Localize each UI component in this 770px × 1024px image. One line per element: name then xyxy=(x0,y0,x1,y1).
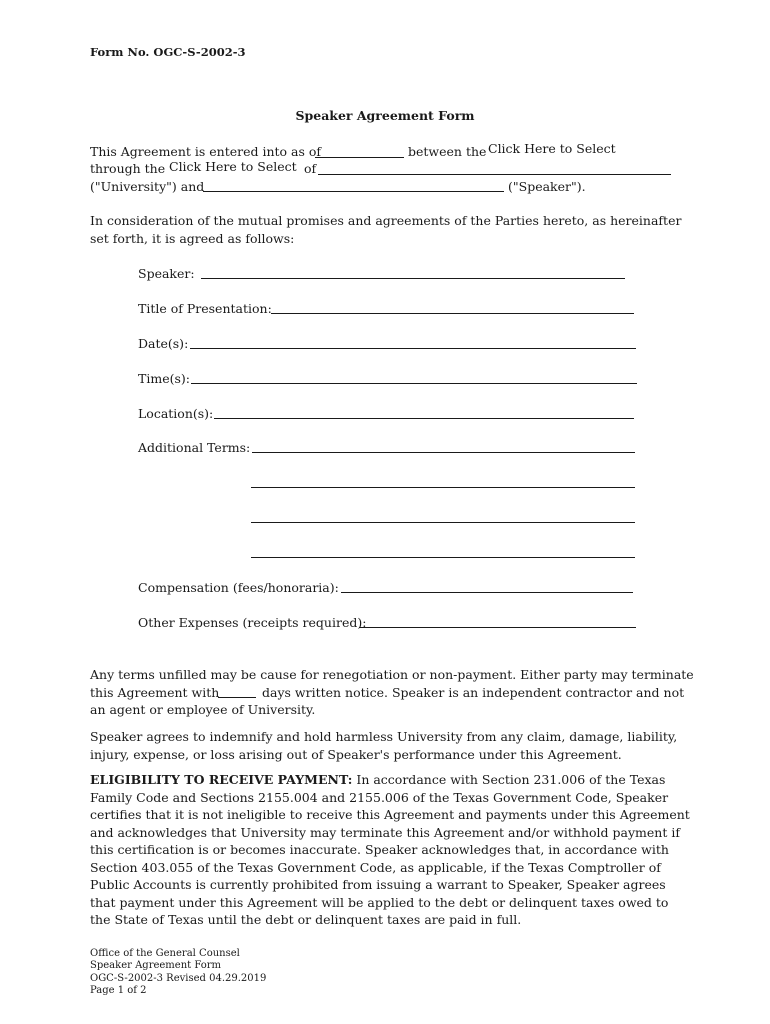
eligibility-line-5: this certification is or becomes inaccurate. Speaker acknowledges that, in accordance with xyxy=(90,842,669,857)
intro-text-1: This Agreement is entered into as of xyxy=(90,144,322,159)
eligibility-line-1 xyxy=(90,772,665,787)
title-of-presentation-field[interactable] xyxy=(271,313,634,314)
indemnify-line-2: injury, expense, or loss arising out of Speaker's performance under this Agreement. xyxy=(90,747,622,762)
eligibility-text-1: In accordance with Section 231.006 of the Texas xyxy=(352,772,666,787)
terms-line-2a: this Agreement with xyxy=(90,685,220,700)
speaker-name-field[interactable] xyxy=(203,191,504,192)
additional-terms-field-1[interactable] xyxy=(252,452,635,453)
terms-line-2b: days written notice. Speaker is an independent contractor and not xyxy=(262,685,685,700)
speaker-label: Speaker: xyxy=(138,266,195,281)
consideration-line-2: set forth, it is agreed as follows: xyxy=(90,231,295,246)
footer-office: Office of the General Counsel xyxy=(90,948,240,959)
dates-label: Date(s): xyxy=(138,336,189,351)
terms-line-1: Any terms unfilled may be cause for renegotiation or non-payment. Either party may terminate xyxy=(90,667,694,682)
additional-terms-field-2[interactable] xyxy=(251,487,635,488)
footer-form-name: Speaker Agreement Form xyxy=(90,960,222,972)
times-field[interactable] xyxy=(191,383,637,384)
intro-text-4: of xyxy=(304,161,317,176)
title-of-presentation-label: Title of Presentation: xyxy=(138,301,272,316)
eligibility-line-2: Family Code and Sections 2155.004 and 2155.006 of the Texas Government Code, Speaker xyxy=(90,790,669,805)
notice-days-field[interactable] xyxy=(218,697,256,698)
eligibility-line-8: that payment under this Agreement will be applied to the debt or delinquent taxes owed to xyxy=(90,895,669,910)
additional-terms-label: Additional Terms: xyxy=(138,440,251,455)
consideration-line-1: In consideration of the mutual promises and agreements of the Parties hereto, as hereinafter xyxy=(90,213,682,228)
eligibility-line-4: and acknowledges that University may terminate this Agreement and/or withhold payment if xyxy=(90,825,680,840)
terms-line-3: an agent or employee of University. xyxy=(90,702,316,717)
footer-revision: OGC-S-2002-3 Revised 04.29.2019 xyxy=(90,972,267,984)
eligibility-heading: ELIGIBILITY TO RECEIVE PAYMENT: xyxy=(90,772,353,787)
other-expenses-label: Other Expenses (receipts required): xyxy=(138,615,367,630)
footer-page-number: Page 1 of 2 xyxy=(90,985,147,997)
agreement-date-field[interactable] xyxy=(315,157,404,158)
eligibility-line-3: certifies that it is not ineligible to receive this Agreement and payments under this Agreement xyxy=(90,807,690,822)
university-select-1[interactable]: Click Here to Select xyxy=(488,141,616,156)
indemnify-line-1: Speaker agrees to indemnify and hold harmless University from any claim, damage, liability, xyxy=(90,729,678,744)
page-footer xyxy=(90,948,266,998)
speaker-field[interactable] xyxy=(201,278,625,279)
locations-field[interactable] xyxy=(214,418,634,419)
additional-terms-field-3[interactable] xyxy=(251,522,635,523)
compensation-field[interactable] xyxy=(341,592,633,593)
intro-text-2: between the xyxy=(408,144,487,159)
eligibility-line-7: Public Accounts is currently prohibited from issuing a warrant to Speaker, Speaker agrees xyxy=(90,877,666,892)
eligibility-line-6: Section 403.055 of the Texas Government Code, as applicable, if the Texas Comptroller of xyxy=(90,860,661,875)
dates-field[interactable] xyxy=(190,348,636,349)
locations-label: Location(s): xyxy=(138,406,214,421)
of-field[interactable] xyxy=(318,174,671,175)
intro-text-3: through the xyxy=(90,161,166,176)
other-expenses-field[interactable] xyxy=(359,627,636,628)
additional-terms-field-4[interactable] xyxy=(251,557,635,558)
eligibility-line-9: the State of Texas until the debt or delinquent taxes are paid in full. xyxy=(90,912,522,927)
compensation-label: Compensation (fees/honoraria): xyxy=(138,580,339,595)
page-title: Speaker Agreement Form xyxy=(295,108,475,123)
intro-text-6: ("Speaker"). xyxy=(508,179,586,194)
times-label: Time(s): xyxy=(138,371,190,386)
intro-text-5: ("University") and xyxy=(90,179,205,194)
university-select-2[interactable]: Click Here to Select xyxy=(169,159,297,174)
form-number: Form No. OGC-S-2002-3 xyxy=(90,45,246,59)
